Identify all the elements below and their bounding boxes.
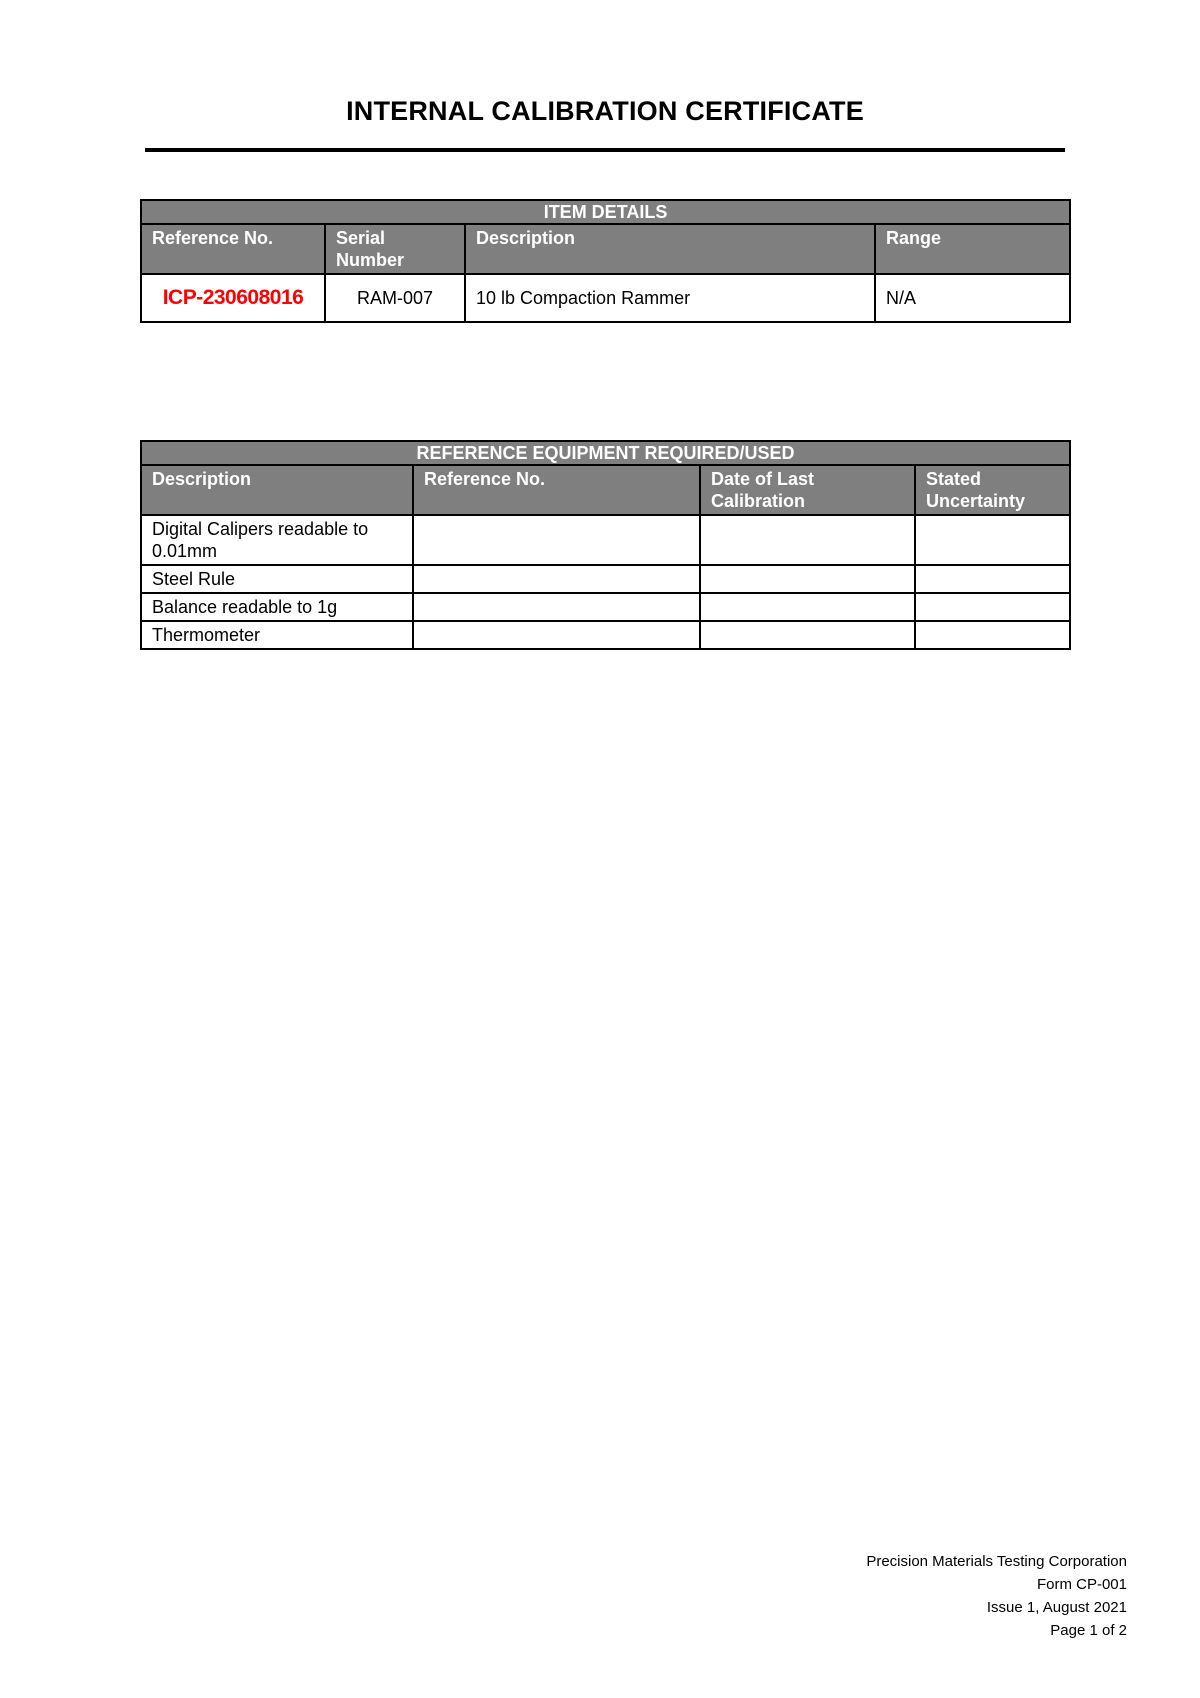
table-row [141,593,1070,621]
item-details-table [140,199,1071,323]
equipment-reference-no [413,621,700,649]
reference-equipment-title-row [141,441,1070,465]
reference-equipment-table [140,440,1071,650]
header-date-of-last-calibration: Date of Last Calibration [700,465,915,515]
reference-equipment-header-row [141,465,1070,515]
header-reference-no: Reference No. [141,224,325,274]
footer-company: Precision Materials Testing Corporation [866,1553,1127,1570]
reference-equipment-section-title: REFERENCE EQUIPMENT REQUIRED/USED [141,441,1070,465]
item-details-title-row [141,200,1070,224]
title-divider [145,148,1065,152]
header-equipment-description: Description [141,465,413,515]
equipment-stated-uncertainty [915,621,1070,649]
item-serial-number: RAM-007 [325,274,465,322]
equipment-reference-no [413,515,700,565]
footer-page-number: Page 1 of 2 [1050,1622,1127,1639]
table-row [141,565,1070,593]
equipment-date-of-last-calibration [700,621,915,649]
item-details-header-row [141,224,1070,274]
item-description: 10 lb Compaction Rammer [465,274,875,322]
header-range: Range [875,224,1070,274]
item-details-section-title: ITEM DETAILS [141,200,1070,224]
item-range: N/A [875,274,1070,322]
equipment-description: Steel Rule [141,565,413,593]
equipment-date-of-last-calibration [700,515,915,565]
footer-issue: Issue 1, August 2021 [986,1599,1127,1616]
equipment-description: Balance readable to 1g [141,593,413,621]
equipment-description: Digital Calipers readable to 0.01mm [141,515,413,565]
item-reference-no: ICP-230608016 [141,274,325,322]
equipment-stated-uncertainty [915,515,1070,565]
equipment-stated-uncertainty [915,593,1070,621]
header-description: Description [465,224,875,274]
header-serial-number: Serial Number [325,224,465,274]
table-row [141,621,1070,649]
page-title: INTERNAL CALIBRATION CERTIFICATE [346,96,864,126]
footer-form-number: Form CP-001 [1036,1576,1127,1593]
equipment-stated-uncertainty [915,565,1070,593]
equipment-description: Thermometer [141,621,413,649]
equipment-date-of-last-calibration [700,593,915,621]
equipment-reference-no [413,593,700,621]
table-row [141,515,1070,565]
header-equipment-reference-no: Reference No. [413,465,700,515]
equipment-reference-no [413,565,700,593]
equipment-date-of-last-calibration [700,565,915,593]
item-details-row [141,274,1070,322]
header-stated-uncertainty: Stated Uncertainty [915,465,1070,515]
page-footer [866,1550,1127,1642]
